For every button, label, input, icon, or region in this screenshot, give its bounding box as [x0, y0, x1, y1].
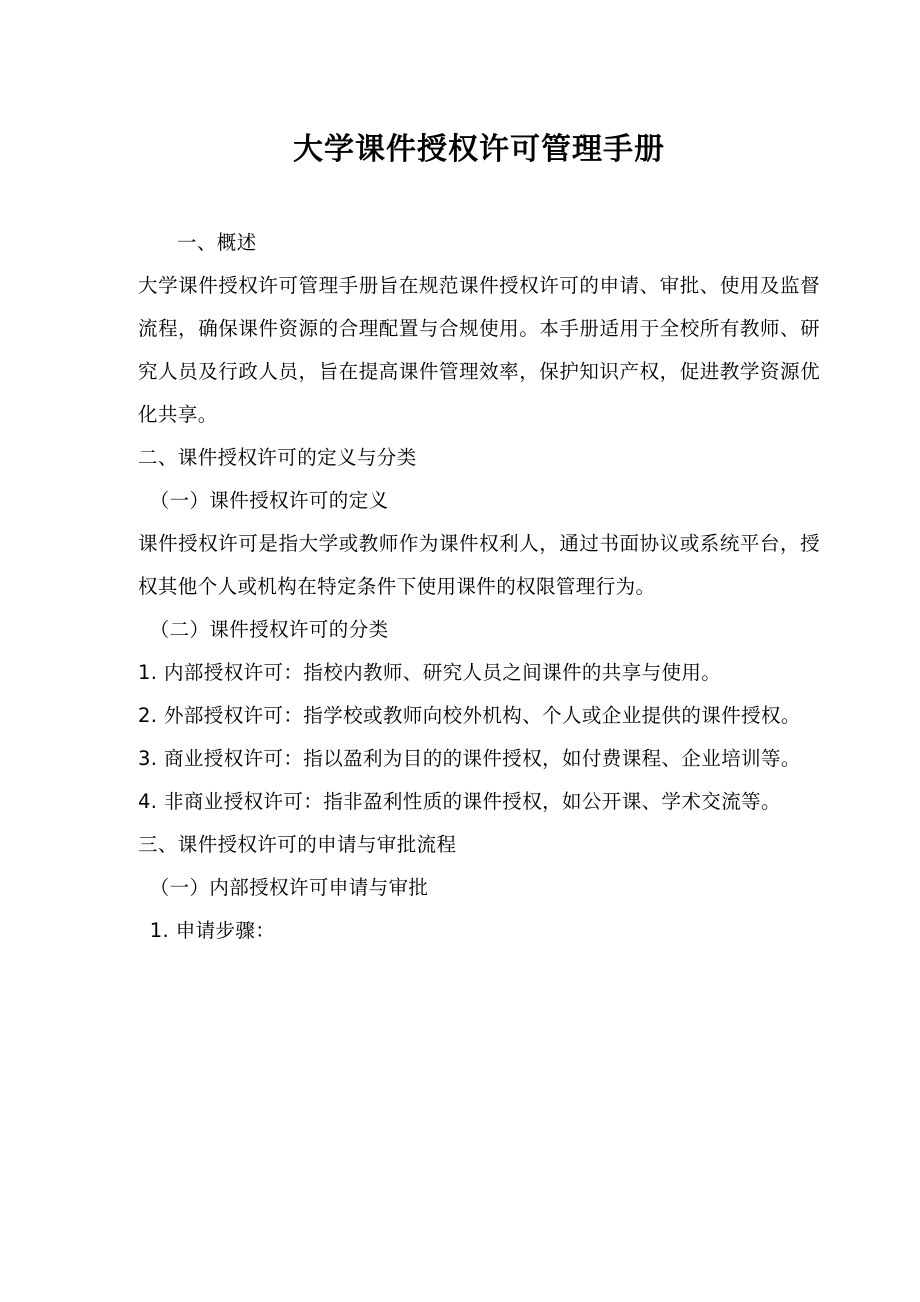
list-item-commercial-license: 3. 商业授权许可：指以盈利为目的的课件授权，如付费课程、企业培训等。 [138, 747, 801, 770]
section-heading-application-approval: 三、课件授权许可的申请与审批流程 [138, 833, 457, 856]
document-body [138, 221, 820, 952]
section-heading-overview: 一、概述 [177, 231, 257, 254]
section-heading-definition-classification: 二、课件授权许可的定义与分类 [138, 446, 417, 469]
list-item-application-steps: 1. 申请步骤： [149, 919, 276, 942]
list-item-internal-license: 1. 内部授权许可：指校内教师、研究人员之间课件的共享与使用。 [138, 661, 722, 684]
list-item-external-license: 2. 外部授权许可：指学校或教师向校外机构、个人或企业提供的课件授权。 [138, 704, 801, 727]
page-title: 大学课件授权许可管理手册 [293, 132, 665, 167]
paragraph-definition: 课件授权许可是指大学或教师作为课件权利人，通过书面协议或系统平台，授权其他个人或机构在特定条件下使用课件的权限管理行为。 [138, 532, 820, 598]
subsection-heading-definition: （一）课件授权许可的定义 [149, 489, 389, 512]
paragraph-overview: 大学课件授权许可管理手册旨在规范课件授权许可的申请、审批、使用及监督流程，确保课件资源的合理配置与合规使用。本手册适用于全校所有教师、研究人员及行政人员，旨在提高课件管理效率，保护知识产权，促进教学资源优化共享。 [138, 274, 820, 426]
subsection-heading-internal-application: （一）内部授权许可申请与审批 [149, 876, 429, 899]
list-item-noncommercial-license: 4. 非商业授权许可：指非盈利性质的课件授权，如公开课、学术交流等。 [138, 790, 781, 813]
subsection-heading-classification: （二）课件授权许可的分类 [149, 618, 389, 641]
